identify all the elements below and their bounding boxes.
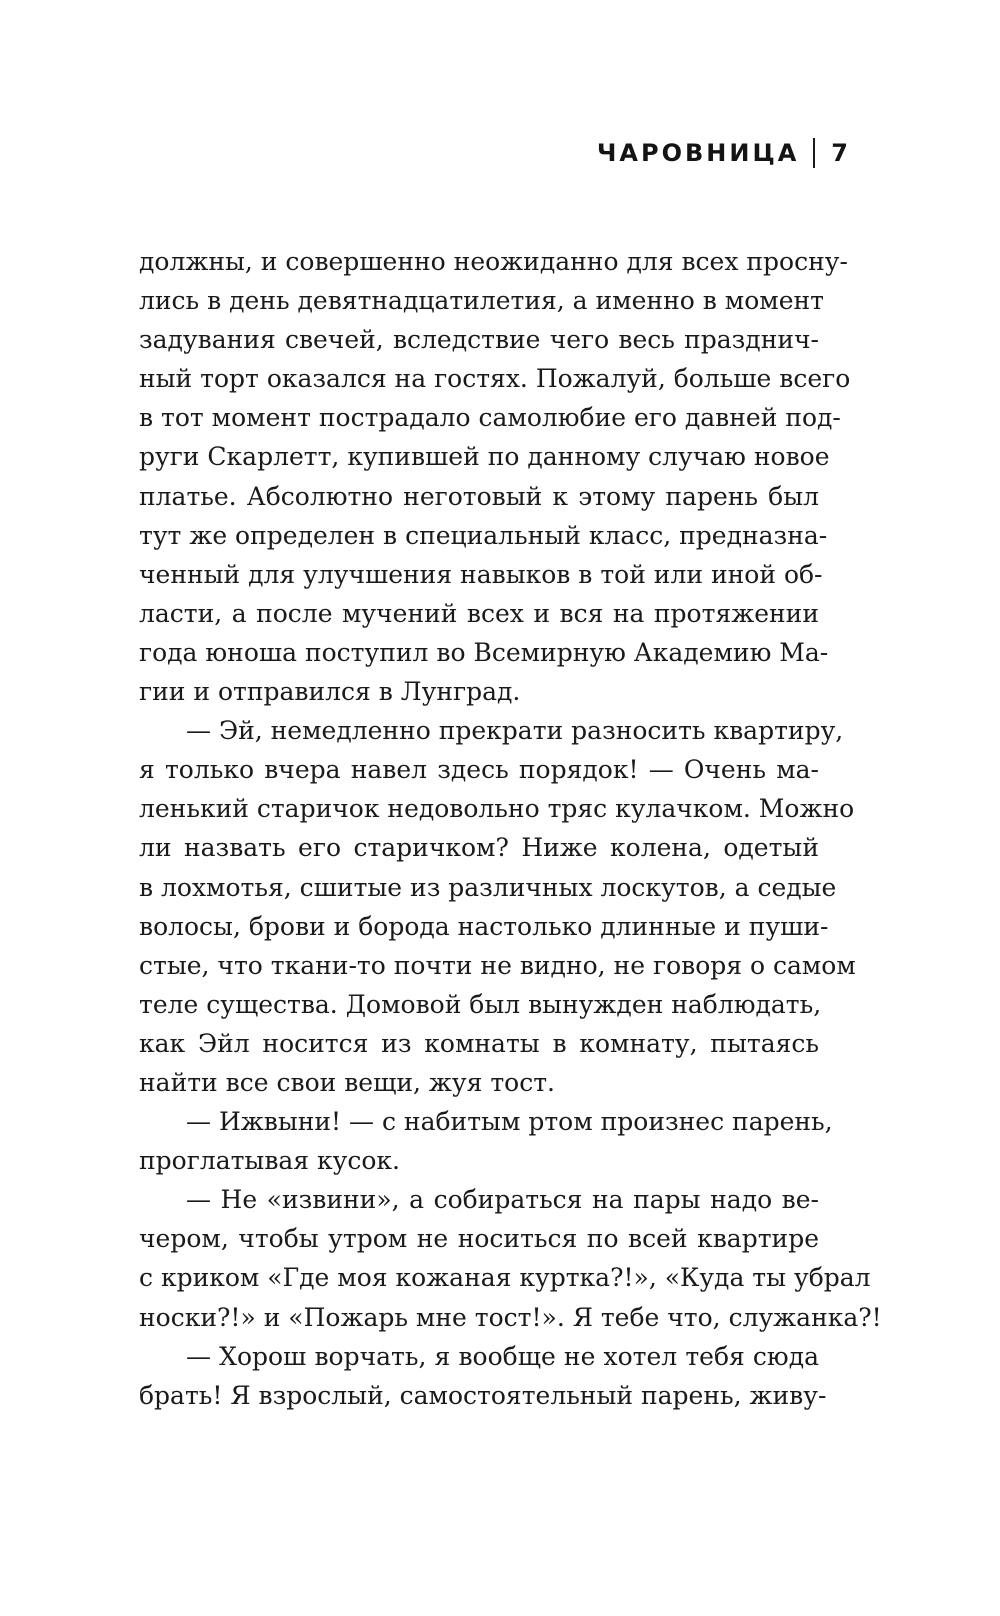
book-title: ЧАРОВНИЦА xyxy=(597,139,800,167)
text-line: платье. Абсолютно неготовый к этому парень был xyxy=(139,481,819,511)
text-line: с криком «Где моя кожаная куртка?!», «Куда ты убрал xyxy=(139,1263,871,1293)
text-line: в лохмотья, сшитые из различных лоскутов, а седые xyxy=(139,872,837,902)
text-line: — Эй, немедленно прекрати разносить квартиру, xyxy=(186,716,844,746)
header-divider xyxy=(813,138,815,168)
text-line: стые, что ткани-то почти не видно, не говоря о самом xyxy=(139,950,856,980)
text-line: брать! Я взрослый, самостоятельный парень, живу- xyxy=(139,1380,827,1410)
text-line: задувания свечей, вследствие чего весь празднич- xyxy=(139,325,819,355)
text-line: я только вчера навел здесь порядок! — Очень ма- xyxy=(139,755,819,785)
text-line: ленький старичок недовольно тряс кулачком. Можно xyxy=(139,794,855,824)
text-line: проглатывая кусок. xyxy=(139,1146,400,1176)
text-line: волосы, брови и борода настолько длинные и пуши- xyxy=(139,911,829,941)
text-line: тут же определен в специальный класс, предназна- xyxy=(139,520,828,550)
text-line: в тот момент пострадало самолюбие его давней под- xyxy=(139,403,841,433)
text-line: — Ижвыни! — с набитым ртом произнес парень, xyxy=(186,1107,833,1137)
text-line: гии и отправился в Лунград. xyxy=(139,677,521,707)
text-line: теле существа. Домовой был вынужден наблюдать, xyxy=(139,989,822,1019)
text-line: должны, и совершенно неожиданно для всех просну- xyxy=(139,247,848,276)
text-line: носки?!» и «Пожарь мне тост!». Я тебе что, служанка?! xyxy=(139,1302,882,1332)
body-text xyxy=(139,242,882,1415)
text-line: ласти, а после мучений всех и вся на протяжении xyxy=(139,598,819,628)
text-line: ный торт оказался на гостях. Пожалуй, больше всего xyxy=(139,364,851,394)
page-number: 7 xyxy=(831,139,848,167)
text-line: ли назвать его старичком? Ниже колена, одетый xyxy=(139,833,819,863)
text-line: руги Скарлетт, купившей по данному случаю новое xyxy=(139,442,830,472)
running-header xyxy=(597,133,848,173)
text-line: найти все свои вещи, жуя тост. xyxy=(139,1067,555,1097)
text-line: ченный для улучшения навыков в той или иной об- xyxy=(139,559,823,589)
text-line: — Хорош ворчать, я вообще не хотел тебя сюда xyxy=(186,1341,819,1371)
text-line: — Не «извини», а собираться на пары надо ве- xyxy=(186,1185,819,1215)
text-line: как Эйл носится из комнаты в комнату, пытаясь xyxy=(139,1028,819,1058)
text-line: лись в день девятнадцатилетия, а именно в момент xyxy=(139,286,824,316)
text-line: года юноша поступил во Всемирную Академию Ма- xyxy=(139,637,829,667)
text-line: чером, чтобы утром не носиться по всей квартире xyxy=(139,1224,819,1254)
